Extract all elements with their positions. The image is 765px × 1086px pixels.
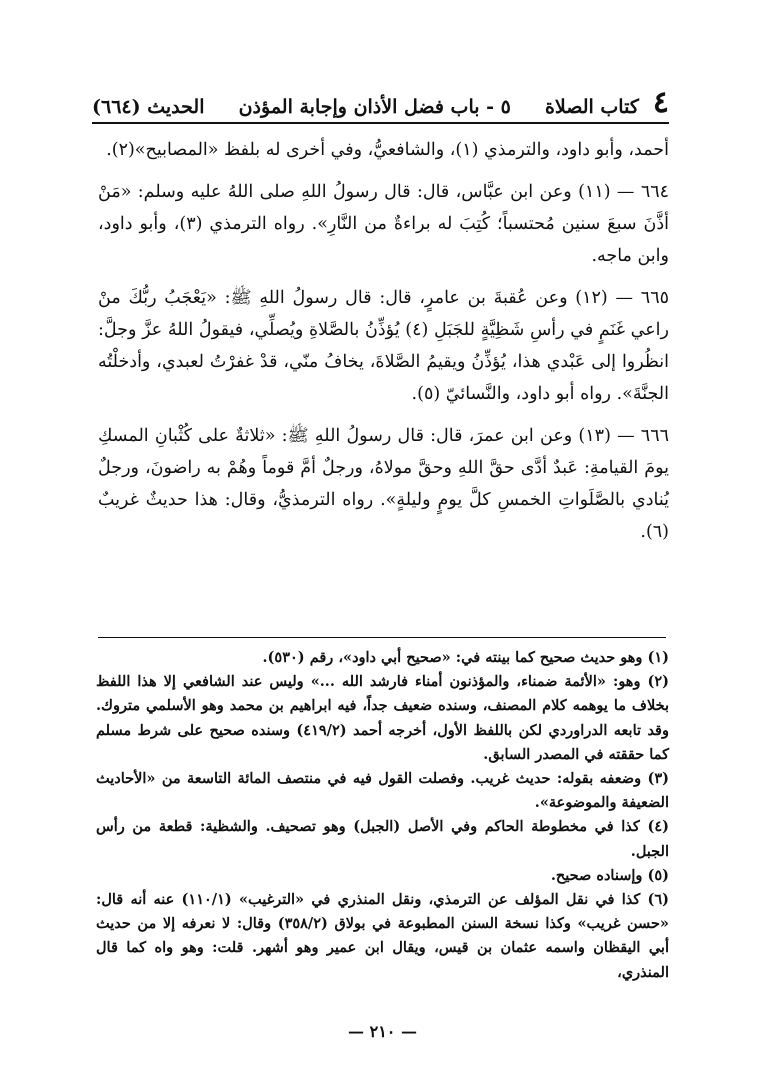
hadith-664: ٦٦٤ — (١١) وعن ابن عبَّاس، قال: قال رسولُ اللهِ صلى اللهُ عليه وسلم: «مَنْ أذَّنَ سبعَ سنين مُحتسباً؛ كُتِبَ له براءةٌ من النَّارِ». رواه الترمذي (٣)، وأبو داود، وابن ماجه. <box>98 182 670 266</box>
footnote-1: (١) وهو حديث صحيح كما بينته في: «صحيح أبي داود»، رقم (٥٣٠). <box>262 649 669 666</box>
text-paragraph: أحمد، وأبو داود، والترمذي (١)، والشافعيُّ، وفي أخرى له بلفظ «المصابيح»(٢). <box>106 140 669 160</box>
book-title: كتاب الصلاة <box>544 96 639 118</box>
footnote-6: (٦) كذا في نقل المؤلف عن الترمذي، ونقل المنذري في «الترغيب» (١١٠/١) عنه أنه قال: «حسن غريب» وكذا نسخة السنن المطبوعة في بولاق (٣٥٨/٢) وقال: لا نعرفه إلا من حديث أبي اليقظان واسمه عثمان بن قيس، ويقال ابن عمير وهو أشهر. قلت: وهو واه كما قال المنذري، <box>96 891 669 981</box>
main-text <box>98 134 669 558</box>
header-right-group <box>544 85 669 120</box>
hadith-665: ٦٦٥ — (١٢) وعن عُقبةَ بن عامرٍ، قال: قال رسولُ اللهِ ﷺ: «يَعْجَبُ ربُّكَ منْ راعي غَنَمٍ في رأسِ شَظِيَّةٍ للجَبَلِ (٤) يُؤذِّنُ بالصَّلاةِ ويُصلِّي، فيقولُ اللهُ عزَّ وجلَّ: انظُروا إلى عَبْدي هذا، يُؤذِّنُ ويقيمُ الصَّلاةَ، يخافُ منّي، قدْ غفرْتُ لعبدي، وأدخلْتُه الجنَّةَ». رواه أبو داود، والنَّسائيّ (٥). <box>98 288 669 404</box>
footnotes <box>96 646 669 985</box>
footnote-2: (٢) وهو: «الأئمة ضمناء، والمؤذنون أمناء فارشد الله ...» وليس عند الشافعي إلا هذا اللفظ بخلاف ما يوهمه كلام المصنف، وسنده ضعيف جداً، فيه ابراهيم بن محمد وهو الأسلمي متروك. وقد تابعه الدراوردي لكن باللفظ الأول، أخرجه أحمد (٤١٩/٢) وسنده صحيح على شرط مسلم كما حققته في المصدر السابق. <box>96 673 669 763</box>
hadith-666: ٦٦٦ — (١٣) وعن ابن عمرَ، قال: قال رسولُ اللهِ ﷺ: «ثلاثةٌ على كُثْبانِ المسكِ يومَ القيامةِ: عَبدٌ أدَّى حقَّ اللهِ وحقَّ مولاهُ، ورجلٌ أمَّ قوماً وهُمْ به راضونَ، ورجلٌ يُنادي بالصَّلَواتِ الخمسِ كلَّ يومٍ وليلةٍ». رواه الترمذيُّ، وقال: هذا حديثٌ غريبٌ (٦). <box>98 426 669 542</box>
footnote-4: (٤) كذا في مخطوطة الحاكم وفي الأصل (الجبل) وهو تصحيف. والشظية: قطعة من رأس الجبل. <box>96 818 669 860</box>
footnote-3: (٣) وضعفه بقوله: حديث غريب. وفصلت القول فيه في منتصف المائة التاسعة من «الأحاديث الضعيفة والموضوعة». <box>96 770 669 812</box>
footnote-separator <box>98 637 666 638</box>
running-header <box>92 74 669 118</box>
chapter-title: ٥ - باب فضل الأذان وإجابة المؤذن <box>238 96 511 118</box>
header-rule <box>92 122 669 124</box>
footnote-5: (٥) وإسناده صحيح. <box>550 866 669 884</box>
page-marker: ٤ <box>652 85 669 120</box>
page-number: — ٢١٠ — <box>348 1022 417 1041</box>
hadith-range: الحديث (٦٦٤) <box>92 96 205 118</box>
